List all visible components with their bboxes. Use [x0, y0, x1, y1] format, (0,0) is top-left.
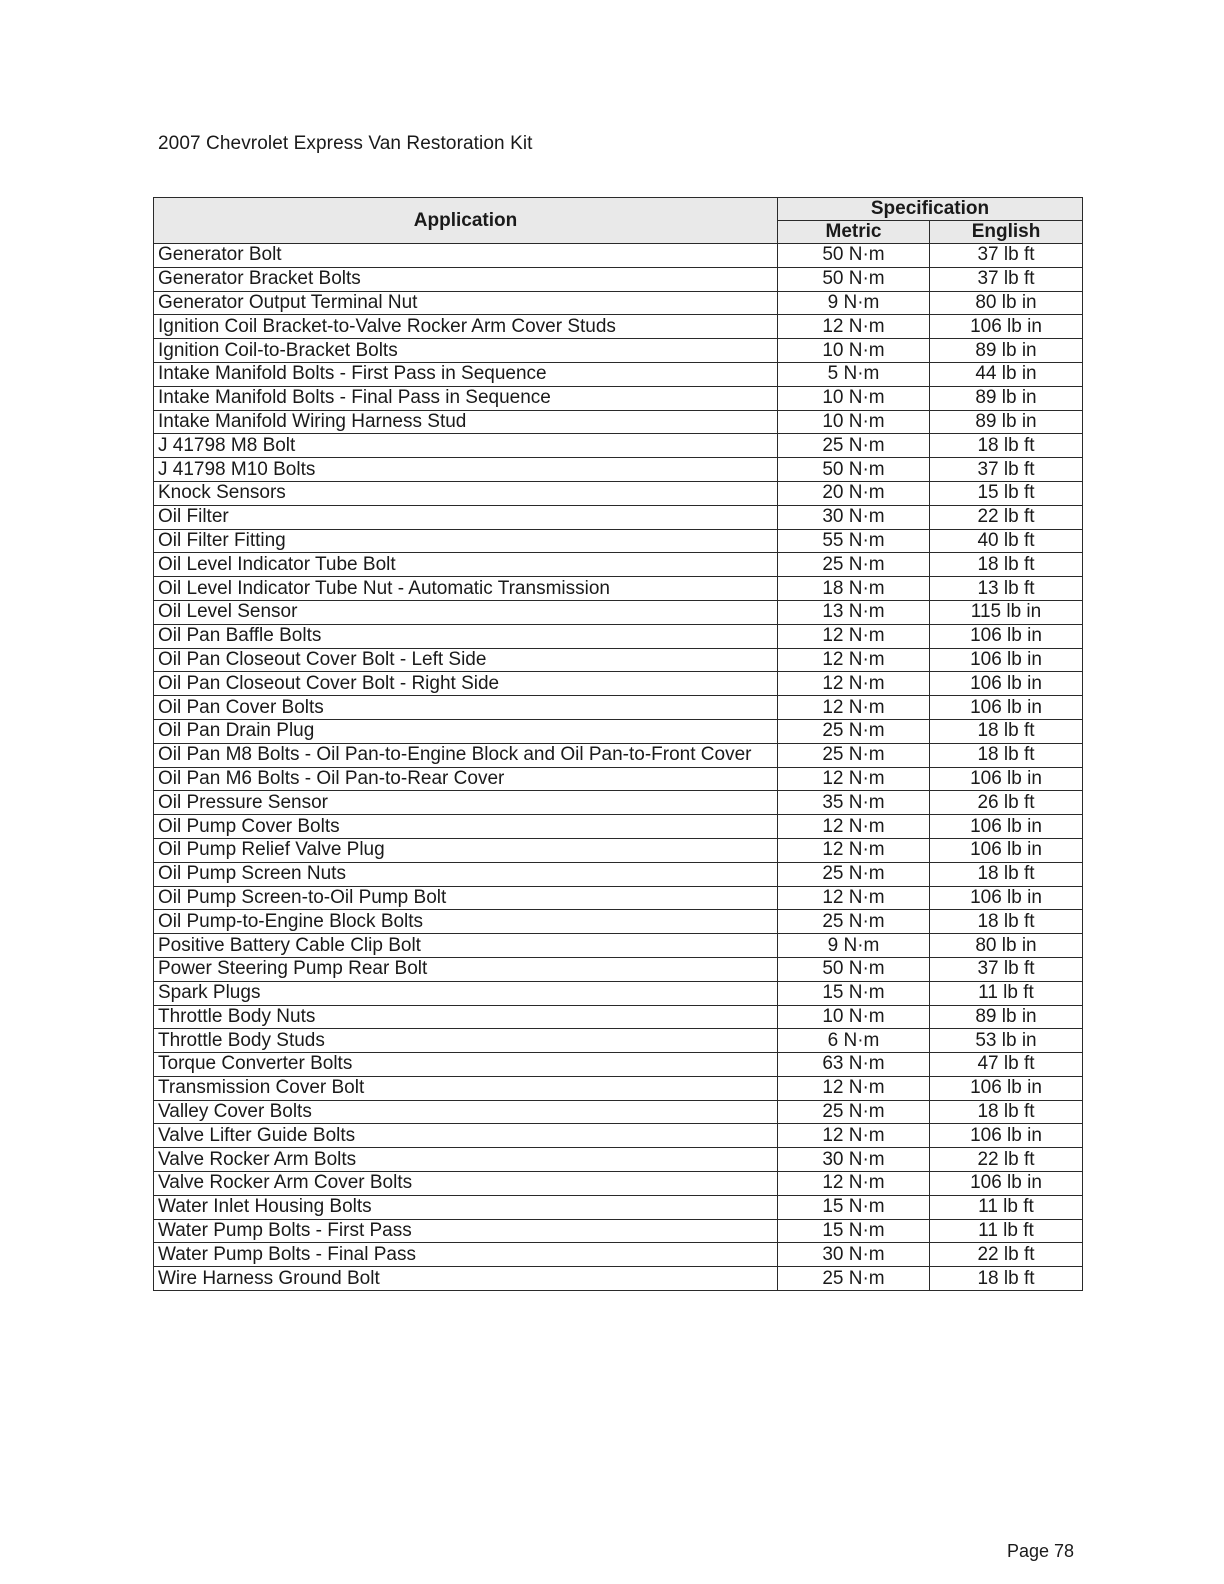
- application-cell: Ignition Coil-to-Bracket Bolts: [154, 339, 778, 363]
- english-cell: 18 lb ft: [930, 862, 1083, 886]
- page-number: Page 78: [1007, 1541, 1075, 1561]
- application-cell: Oil Pan Baffle Bolts: [154, 624, 778, 648]
- english-cell: 106 lb in: [930, 815, 1083, 839]
- table-row: [154, 886, 1083, 910]
- english-header: English: [930, 221, 1083, 244]
- english-cell: 106 lb in: [930, 886, 1083, 910]
- table-header: [154, 198, 1083, 244]
- english-cell: 22 lb ft: [930, 1243, 1083, 1267]
- table-row: [154, 838, 1083, 862]
- table-row: [154, 505, 1083, 529]
- metric-header: Metric: [778, 221, 930, 244]
- metric-cell: 50 N·m: [778, 957, 930, 981]
- metric-cell: 13 N·m: [778, 600, 930, 624]
- application-cell: Positive Battery Cable Clip Bolt: [154, 934, 778, 958]
- table-row: [154, 362, 1083, 386]
- metric-cell: 30 N·m: [778, 505, 930, 529]
- application-cell: Wire Harness Ground Bolt: [154, 1267, 778, 1291]
- table-row: [154, 1243, 1083, 1267]
- application-cell: Generator Output Terminal Nut: [154, 291, 778, 315]
- metric-cell: 10 N·m: [778, 339, 930, 363]
- english-cell: 11 lb ft: [930, 1219, 1083, 1243]
- table-row: [154, 1029, 1083, 1053]
- metric-cell: 25 N·m: [778, 743, 930, 767]
- application-cell: Oil Level Indicator Tube Bolt: [154, 553, 778, 577]
- table-row: [154, 458, 1083, 482]
- table-row: [154, 315, 1083, 339]
- table-row: [154, 743, 1083, 767]
- metric-cell: 12 N·m: [778, 624, 930, 648]
- table-row: [154, 553, 1083, 577]
- application-cell: Oil Level Indicator Tube Nut - Automatic Transmission: [154, 577, 778, 601]
- english-cell: 37 lb ft: [930, 244, 1083, 268]
- english-cell: 47 lb ft: [930, 1053, 1083, 1077]
- english-cell: 106 lb in: [930, 648, 1083, 672]
- metric-cell: 6 N·m: [778, 1029, 930, 1053]
- application-cell: Power Steering Pump Rear Bolt: [154, 957, 778, 981]
- english-cell: 89 lb in: [930, 1005, 1083, 1029]
- metric-cell: 25 N·m: [778, 1267, 930, 1291]
- english-cell: 53 lb in: [930, 1029, 1083, 1053]
- english-cell: 44 lb in: [930, 362, 1083, 386]
- english-cell: 106 lb in: [930, 1124, 1083, 1148]
- table-row: [154, 791, 1083, 815]
- english-cell: 89 lb in: [930, 339, 1083, 363]
- metric-cell: 15 N·m: [778, 1195, 930, 1219]
- english-cell: 80 lb in: [930, 934, 1083, 958]
- metric-cell: 30 N·m: [778, 1243, 930, 1267]
- english-cell: 106 lb in: [930, 315, 1083, 339]
- application-cell: J 41798 M8 Bolt: [154, 434, 778, 458]
- application-cell: Oil Pan M8 Bolts - Oil Pan-to-Engine Block and Oil Pan-to-Front Cover: [154, 743, 778, 767]
- table-row: [154, 1195, 1083, 1219]
- english-cell: 15 lb ft: [930, 481, 1083, 505]
- application-cell: Ignition Coil Bracket-to-Valve Rocker Arm Cover Studs: [154, 315, 778, 339]
- english-cell: 22 lb ft: [930, 505, 1083, 529]
- table-row: [154, 1100, 1083, 1124]
- table-row: [154, 696, 1083, 720]
- document-title: 2007 Chevrolet Express Van Restoration Kit: [158, 133, 533, 154]
- table-row: [154, 624, 1083, 648]
- application-cell: Intake Manifold Wiring Harness Stud: [154, 410, 778, 434]
- table-row: [154, 434, 1083, 458]
- application-cell: Valve Rocker Arm Cover Bolts: [154, 1172, 778, 1196]
- table-row: [154, 1053, 1083, 1077]
- application-cell: Water Inlet Housing Bolts: [154, 1195, 778, 1219]
- table-row: [154, 291, 1083, 315]
- application-cell: Oil Pump Relief Valve Plug: [154, 838, 778, 862]
- metric-cell: 10 N·m: [778, 410, 930, 434]
- application-cell: Spark Plugs: [154, 981, 778, 1005]
- metric-cell: 12 N·m: [778, 1124, 930, 1148]
- english-cell: 115 lb in: [930, 600, 1083, 624]
- table-row: [154, 767, 1083, 791]
- metric-cell: 20 N·m: [778, 481, 930, 505]
- metric-cell: 12 N·m: [778, 767, 930, 791]
- english-cell: 13 lb ft: [930, 577, 1083, 601]
- metric-cell: 9 N·m: [778, 934, 930, 958]
- table-row: [154, 981, 1083, 1005]
- english-cell: 18 lb ft: [930, 1100, 1083, 1124]
- metric-cell: 12 N·m: [778, 1172, 930, 1196]
- application-cell: Intake Manifold Bolts - First Pass in Sequence: [154, 362, 778, 386]
- english-cell: 106 lb in: [930, 624, 1083, 648]
- table-row: [154, 529, 1083, 553]
- table-row: [154, 577, 1083, 601]
- metric-cell: 12 N·m: [778, 696, 930, 720]
- english-cell: 106 lb in: [930, 1172, 1083, 1196]
- english-cell: 37 lb ft: [930, 267, 1083, 291]
- table-row: [154, 386, 1083, 410]
- metric-cell: 18 N·m: [778, 577, 930, 601]
- metric-cell: 12 N·m: [778, 815, 930, 839]
- metric-cell: 50 N·m: [778, 267, 930, 291]
- application-header: Application: [154, 198, 778, 244]
- application-cell: Oil Level Sensor: [154, 600, 778, 624]
- application-cell: Oil Pressure Sensor: [154, 791, 778, 815]
- table-row: [154, 648, 1083, 672]
- table-row: [154, 672, 1083, 696]
- metric-cell: 25 N·m: [778, 1100, 930, 1124]
- application-cell: Oil Pump Screen-to-Oil Pump Bolt: [154, 886, 778, 910]
- english-cell: 80 lb in: [930, 291, 1083, 315]
- application-cell: Oil Filter: [154, 505, 778, 529]
- metric-cell: 25 N·m: [778, 553, 930, 577]
- metric-cell: 12 N·m: [778, 648, 930, 672]
- metric-cell: 15 N·m: [778, 981, 930, 1005]
- application-cell: Generator Bracket Bolts: [154, 267, 778, 291]
- table-row: [154, 910, 1083, 934]
- metric-cell: 50 N·m: [778, 244, 930, 268]
- english-cell: 18 lb ft: [930, 743, 1083, 767]
- table-row: [154, 1124, 1083, 1148]
- table-row: [154, 1076, 1083, 1100]
- application-cell: Oil Pan Drain Plug: [154, 719, 778, 743]
- english-cell: 106 lb in: [930, 696, 1083, 720]
- application-cell: Water Pump Bolts - First Pass: [154, 1219, 778, 1243]
- table-row: [154, 1005, 1083, 1029]
- table-row: [154, 957, 1083, 981]
- application-cell: Valley Cover Bolts: [154, 1100, 778, 1124]
- english-cell: 18 lb ft: [930, 910, 1083, 934]
- english-cell: 89 lb in: [930, 410, 1083, 434]
- application-cell: Throttle Body Nuts: [154, 1005, 778, 1029]
- application-cell: Knock Sensors: [154, 481, 778, 505]
- metric-cell: 10 N·m: [778, 386, 930, 410]
- application-cell: Oil Pump Screen Nuts: [154, 862, 778, 886]
- english-cell: 106 lb in: [930, 672, 1083, 696]
- table-row: [154, 267, 1083, 291]
- english-cell: 37 lb ft: [930, 957, 1083, 981]
- metric-cell: 12 N·m: [778, 886, 930, 910]
- table-row: [154, 1148, 1083, 1172]
- table-row: [154, 1267, 1083, 1291]
- application-cell: Oil Pan M6 Bolts - Oil Pan-to-Rear Cover: [154, 767, 778, 791]
- metric-cell: 25 N·m: [778, 719, 930, 743]
- table-row: [154, 934, 1083, 958]
- application-cell: Intake Manifold Bolts - Final Pass in Sequence: [154, 386, 778, 410]
- metric-cell: 35 N·m: [778, 791, 930, 815]
- english-cell: 18 lb ft: [930, 1267, 1083, 1291]
- metric-cell: 25 N·m: [778, 862, 930, 886]
- metric-cell: 50 N·m: [778, 458, 930, 482]
- metric-cell: 55 N·m: [778, 529, 930, 553]
- english-cell: 106 lb in: [930, 838, 1083, 862]
- english-cell: 106 lb in: [930, 1076, 1083, 1100]
- table-row: [154, 1172, 1083, 1196]
- application-cell: J 41798 M10 Bolts: [154, 458, 778, 482]
- metric-cell: 15 N·m: [778, 1219, 930, 1243]
- application-cell: Throttle Body Studs: [154, 1029, 778, 1053]
- english-cell: 37 lb ft: [930, 458, 1083, 482]
- metric-cell: 12 N·m: [778, 315, 930, 339]
- metric-cell: 25 N·m: [778, 434, 930, 458]
- metric-cell: 10 N·m: [778, 1005, 930, 1029]
- english-cell: 40 lb ft: [930, 529, 1083, 553]
- metric-cell: 12 N·m: [778, 1076, 930, 1100]
- application-cell: Oil Pan Cover Bolts: [154, 696, 778, 720]
- application-cell: Oil Pan Closeout Cover Bolt - Right Side: [154, 672, 778, 696]
- table-row: [154, 600, 1083, 624]
- application-cell: Valve Lifter Guide Bolts: [154, 1124, 778, 1148]
- table-row: [154, 244, 1083, 268]
- application-cell: Oil Filter Fitting: [154, 529, 778, 553]
- table-row: [154, 862, 1083, 886]
- english-cell: 106 lb in: [930, 767, 1083, 791]
- table-row: [154, 410, 1083, 434]
- english-cell: 11 lb ft: [930, 981, 1083, 1005]
- table-row: [154, 719, 1083, 743]
- metric-cell: 30 N·m: [778, 1148, 930, 1172]
- table-body: [154, 244, 1083, 1291]
- metric-cell: 25 N·m: [778, 910, 930, 934]
- metric-cell: 63 N·m: [778, 1053, 930, 1077]
- specification-header: Specification: [778, 198, 1083, 221]
- application-cell: Oil Pan Closeout Cover Bolt - Left Side: [154, 648, 778, 672]
- metric-cell: 12 N·m: [778, 838, 930, 862]
- table-row: [154, 339, 1083, 363]
- english-cell: 26 lb ft: [930, 791, 1083, 815]
- english-cell: 18 lb ft: [930, 553, 1083, 577]
- torque-spec-table: [153, 197, 1083, 1291]
- application-cell: Torque Converter Bolts: [154, 1053, 778, 1077]
- application-cell: Generator Bolt: [154, 244, 778, 268]
- application-cell: Valve Rocker Arm Bolts: [154, 1148, 778, 1172]
- english-cell: 22 lb ft: [930, 1148, 1083, 1172]
- metric-cell: 5 N·m: [778, 362, 930, 386]
- application-cell: Water Pump Bolts - Final Pass: [154, 1243, 778, 1267]
- application-cell: Oil Pump-to-Engine Block Bolts: [154, 910, 778, 934]
- table-row: [154, 1219, 1083, 1243]
- application-cell: Oil Pump Cover Bolts: [154, 815, 778, 839]
- table-row: [154, 815, 1083, 839]
- metric-cell: 12 N·m: [778, 672, 930, 696]
- english-cell: 11 lb ft: [930, 1195, 1083, 1219]
- english-cell: 18 lb ft: [930, 434, 1083, 458]
- table-row: [154, 481, 1083, 505]
- english-cell: 89 lb in: [930, 386, 1083, 410]
- metric-cell: 9 N·m: [778, 291, 930, 315]
- english-cell: 18 lb ft: [930, 719, 1083, 743]
- application-cell: Transmission Cover Bolt: [154, 1076, 778, 1100]
